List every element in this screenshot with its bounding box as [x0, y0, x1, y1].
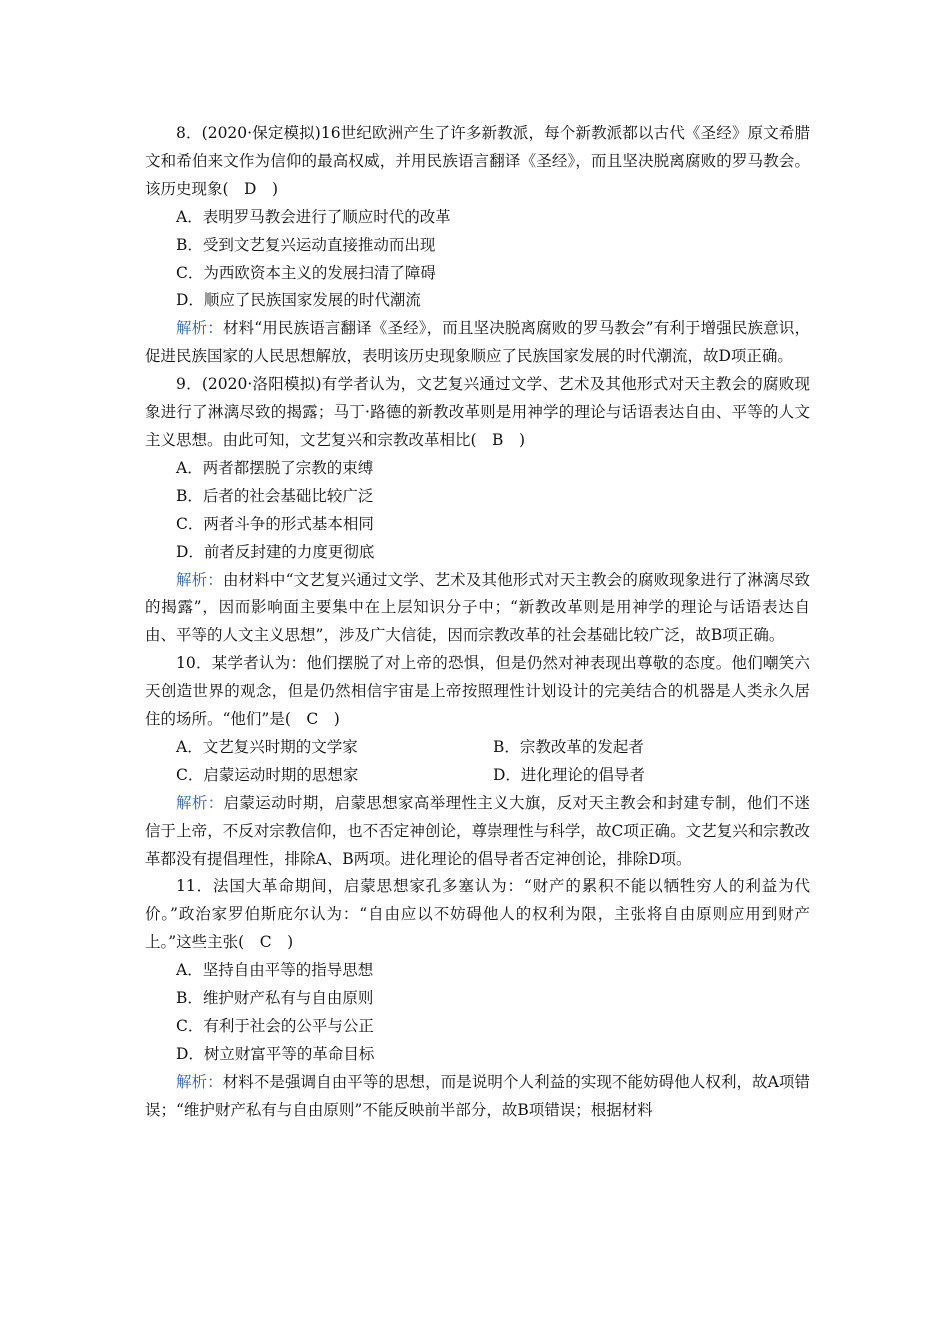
explanation-text: 材料不是强调自由平等的思想，而是说明个人利益的实现不能妨碍他人权利，故A项错误；“维护财产私有与自由原则”不能反映前半部分，故B项错误；根据材料	[145, 1072, 810, 1119]
option-b: B．维护财产私有与自由原则	[176, 989, 374, 1008]
option-d: D．顺应了民族国家发展的时代潮流	[176, 291, 421, 310]
option-b: B．宗教改革的发起者	[493, 737, 644, 756]
question-list	[145, 120, 810, 1125]
question-9	[145, 371, 810, 650]
explanation	[145, 567, 810, 651]
explanation	[145, 790, 810, 874]
option-c: C．两者斗争的形式基本相同	[176, 514, 374, 533]
explanation-text: 启蒙运动时期，启蒙思想家高举理性主义大旗，反对天主教会和封建专制，他们不迷信于上帝，不反对宗教信仰，也不否定神创论，尊崇理性与科学，故C项正确。文艺复兴和宗教改革都没有提倡理性，排除A、B两项。进化理论的倡导者否定神创论，排除D项。	[145, 793, 810, 868]
option-c: C．有利于社会的公平与公正	[176, 1017, 374, 1035]
option-b: B．后者的社会基础比较广泛	[176, 486, 374, 505]
question-11	[145, 873, 810, 1124]
option-d: D．树立财富平等的革命目标	[176, 1044, 375, 1063]
question-10	[145, 650, 810, 873]
explanation-label: 解析：	[176, 793, 224, 812]
explanation-label: 解析：	[176, 570, 223, 589]
options-row-2	[145, 762, 810, 790]
question-stem: 8．(2020·保定模拟)16世纪欧洲产生了许多新教派，每个新教派都以古代《圣经》原文希腊文和希伯来文作为信仰的最高权威，并用民族语言翻译《圣经》，而且坚决脱离腐败的罗马教会。该历史现象( D )	[145, 124, 810, 198]
option-d: D．进化理论的倡导者	[493, 765, 645, 784]
explanation	[145, 315, 810, 371]
explanation	[145, 1069, 810, 1125]
options-row-1	[145, 734, 810, 762]
question-stem: 10．某学者认为：他们摆脱了对上帝的恐惧，但是仍然对神表现出尊敬的态度。他们嘲笑六天创造世界的观念，但是仍然相信宇宙是上帝按照理性计划设计的完美结合的机器是人类永久居住的场所。“他们”是( C )	[145, 654, 810, 729]
question-stem: 9．(2020·洛阳模拟)有学者认为，文艺复兴通过文学、艺术及其他形式对天主教会的腐败现象进行了淋漓尽致的揭露；马丁·路德的新教改革则是用神学的理论与话语表达自由、平等的人文主义思想。由此可知，文艺复兴和宗教改革相比( B )	[145, 375, 810, 449]
explanation-text: 由材料中“文艺复兴通过文学、艺术及其他形式对天主教会的腐败现象进行了淋漓尽致的揭露”，因而影响面主要集中在上层知识分子中；“新教改革则是用神学的理论与话语表达自由、平等的人文主义思想”，涉及广大信徒，因而宗教改革的社会基础比较广泛，故B项正确。	[145, 570, 810, 645]
option-a: A．文艺复兴时期的文学家	[176, 737, 358, 756]
explanation-text: 材料“用民族语言翻译《圣经》，而且坚决脱离腐败的罗马教会”有利于增强民族意识，促进民族国家的人民思想解放，表明该历史现象顺应了民族国家发展的时代潮流，故D项正确。	[145, 319, 810, 366]
option-c: C．为西欧资本主义的发展扫清了障碍	[176, 263, 436, 282]
option-a: A．两者都摆脱了宗教的束缚	[176, 458, 374, 477]
question-stem: 11．法国大革命期间，启蒙思想家孔多塞认为：“财产的累积不能以牺牲穷人的利益为代价。”政治家罗伯斯庇尔认为：“自由应以不妨碍他人的权利为限，主张将自由原则应用到财产上。”这些主张( C )	[145, 877, 810, 952]
option-d: D．前者反封建的力度更彻底	[176, 542, 375, 561]
option-c: C．启蒙运动时期的思想家	[176, 765, 359, 784]
explanation-label: 解析：	[176, 319, 223, 338]
explanation-label: 解析：	[176, 1072, 223, 1091]
question-8	[145, 120, 810, 371]
option-a: A．表明罗马教会进行了顺应时代的改革	[176, 207, 451, 226]
option-a: A．坚持自由平等的指导思想	[176, 961, 374, 980]
option-b: B．受到文艺复兴运动直接推动而出现	[176, 235, 436, 254]
